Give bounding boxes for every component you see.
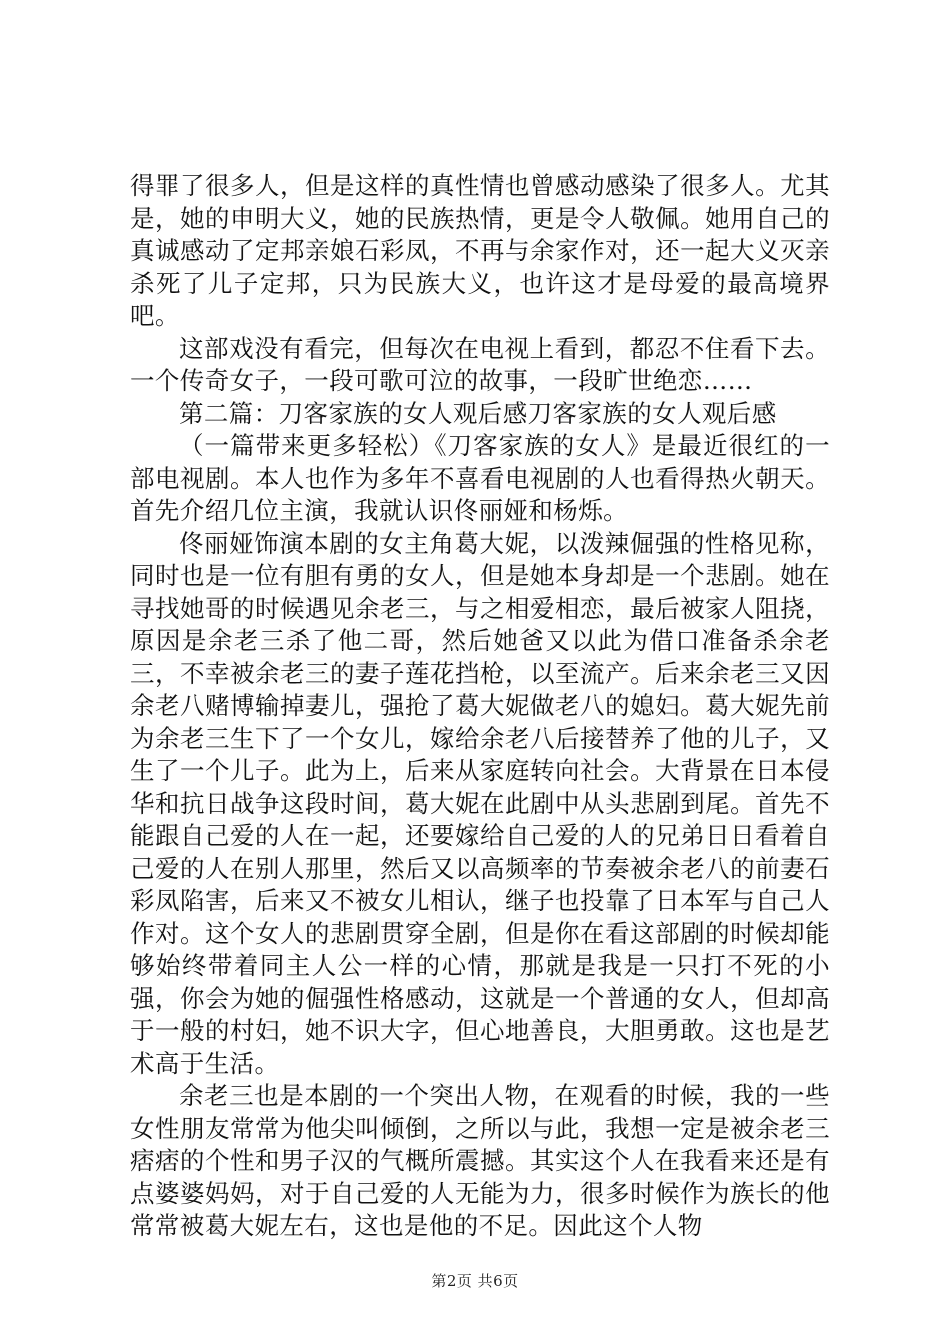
page-number-footer: 第2页 共6页	[431, 1272, 519, 1290]
paragraph: 余老三也是本剧的一个突出人物，在观看的时候，我的一些女性朋友常常为他尖叫倾倒，之所以与此，我想一定是被余老三痞痞的个性和男子汉的气概所震撼。其实这个人在我看来还是有点婆婆妈妈，对于自己爱的人无能为力，很多时候作为族长的他常常被葛大妮左右，这也是他的不足。因此这个人物	[130, 1081, 830, 1240]
paragraph: 佟丽娅饰演本剧的女主角葛大妮，以泼辣倔强的性格见称，同时也是一位有胆有勇的女人，但是她本身却是一个悲剧。她在寻找她哥的时候遇见余老三，与之相爱相恋，最后被家人阻挠，原因是余老三杀了他二哥，然后她爸又以此为借口准备杀余老三，不幸被余老三的妻子莲花挡枪，以至流产。后来余老三又因余老八赌博输掉妻儿，强抢了葛大妮做老八的媳妇。葛大妮先前为余老三生下了一个女儿，嫁给余老八后接替养了他的儿子，又生了一个儿子。此为上，后来从家庭转向社会。大背景在日本侵华和抗日战争这段时间，葛大妮在此剧中从头悲剧到尾。首先不能跟自己爱的人在一起，还要嫁给自己爱的人的兄弟日日看着自己爱的人在别人那里，然后又以高频率的节奏被余老八的前妻石彩凤陷害，后来又不被女儿相认，继子也投靠了日本军与自己人作对。这个女人的悲剧贯穿全剧，但是你在看这部剧的时候却能够始终带着同主人公一样的心情，那就是我是一只打不死的小强，你会为她的倔强性格感动，这就是一个普通的女人，但却高于一般的村妇，她不识大字，但心地善良，大胆勇敢。这也是艺术高于生活。	[130, 528, 830, 1078]
paragraph: 这部戏没有看完，但每次在电视上看到，都忍不住看下去。一个传奇女子，一段可歌可泣的故事，一段旷世绝恋……	[130, 333, 830, 395]
paragraph: （一篇带来更多轻松）《刀客家族的女人》是最近很红的一部电视剧。本人也作为多年不喜看电视剧的人也看得热火朝天。首先介绍几位主演，我就认识佟丽娅和杨烁。	[130, 431, 830, 525]
paragraph-continuation: 得罪了很多人，但是这样的真性情也曾感动感染了很多人。尤其是，她的申明大义，她的民族热情，更是令人敬佩。她用自己的真诚感动了定邦亲娘石彩凤，不再与余家作对，还一起大义灭亲杀死了儿子定邦，只为民族大义，也许这才是母爱的最高境界吧。	[130, 171, 830, 330]
document-body	[130, 170, 830, 1243]
section-heading: 第二篇：刀客家族的女人观后感刀客家族的女人观后感	[179, 398, 777, 428]
